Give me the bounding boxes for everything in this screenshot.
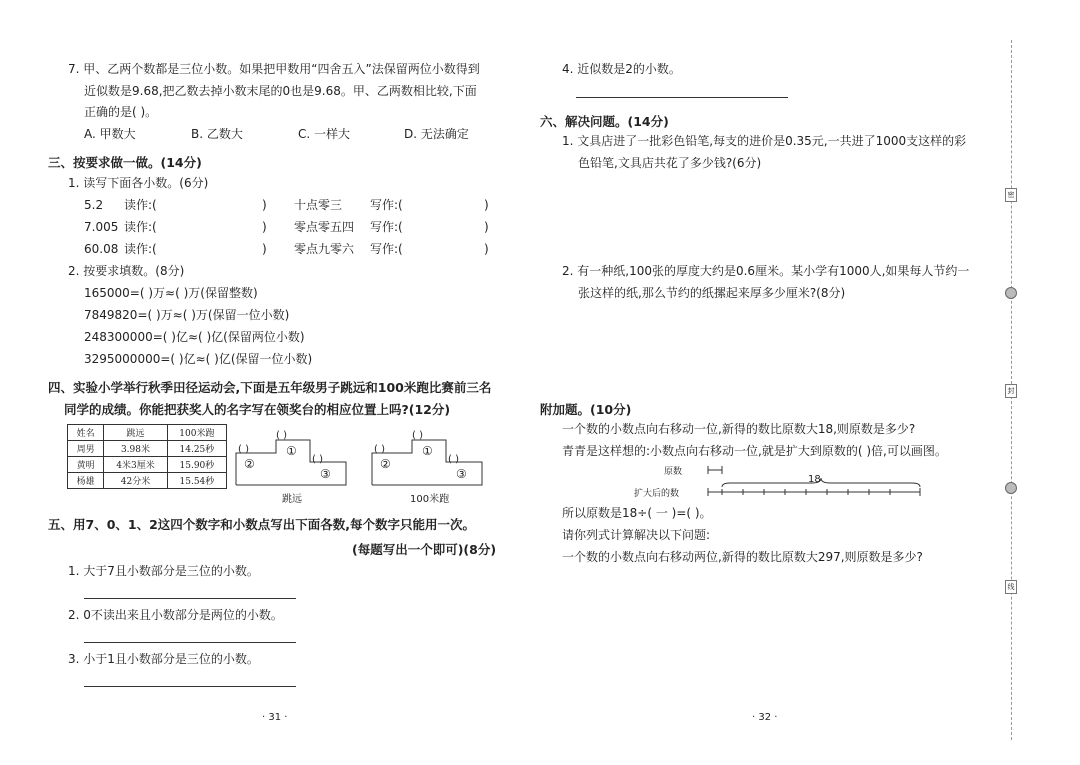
table-header: 跳远 [104,425,168,441]
bonus-line2: 青青是这样想的:小数点向右移动一位,就是扩大到原数的( )倍,可以画图。 [562,444,947,458]
podium1-blank-first: ( ) [276,430,287,441]
read-row-num: 7.005 [84,220,119,234]
read-row-write: 写作:( [370,242,403,256]
read-row-cn: 十点零三 [294,198,343,212]
sec5-item-3: 3. 小于1且小数部分是三位的小数。 [68,652,259,666]
read-row-cn: 零点零五四 [294,220,355,234]
section5-title: 五、用7、0、1、2这四个数字和小数点写出下面各数,每个数字只能用一次。 [48,517,476,532]
fill-line: 3295000000=( )亿≈( )亿(保留一位小数) [84,352,313,366]
diagram-value: 18 [808,474,821,485]
table-cell: 黄明 [68,457,104,473]
read-row-num: 60.08 [84,242,119,256]
q7-option-d: D. 无法确定 [404,127,469,141]
section4-line1: 四、实验小学举行秋季田径运动会,下面是五年级男子跳远和100米跑比赛前三名 [48,380,492,395]
read-row-read: 读作:( [124,220,157,234]
segment-diagram [700,462,925,502]
table-row [68,473,227,489]
answer-line [84,686,296,687]
sec3-q2-title: 2. 按要求填数。(8分) [68,264,185,278]
table-header: 姓名 [68,425,104,441]
table-cell: 15.54秒 [167,473,226,489]
podium2-first: ① [422,444,433,458]
table-row [68,457,227,473]
diagram-label-enlarged: 扩大后的数 [634,489,680,499]
read-row-write: 写作:( [370,220,403,234]
podium1-third: ③ [320,467,331,481]
section5-note: (每题写出一个即可)(8分) [352,542,497,557]
section4-line2: 同学的成绩。你能把获奖人的名字写在领奖台的相应位置上吗?(12分) [64,402,451,417]
table-cell: 4米3厘米 [104,457,168,473]
read-row-write: 写作:( [370,198,403,212]
right-q4: 4. 近似数是2的小数。 [562,62,681,76]
table-cell: 3.98米 [104,441,168,457]
read-row-close: ) [262,198,267,212]
podium2-third: ③ [456,467,467,481]
diagram-label-original: 原数 [664,467,683,477]
q7-option-a: A. 甲数大 [84,127,136,141]
sec6-q2-line1: 2. 有一种纸,100张的厚度大约是0.6厘米。某小学有1000人,如果每人节约一 [562,264,970,278]
q7-line3: 正确的是( )。 [84,105,158,119]
bonus-title: 附加题。(10分) [540,402,632,417]
table-cell: 42分米 [104,473,168,489]
sec6-q1-line1: 1. 文具店进了一批彩色铅笔,每支的进价是0.35元,一共进了1000支这样的彩 [562,134,967,148]
table-cell: 杨雄 [68,473,104,489]
podium2-blank-third: ( ) [448,454,459,465]
answer-line [576,97,788,98]
section3-title: 三、按要求做一做。(14分) [48,155,202,170]
page-number-right: · 32 · [752,712,778,723]
podium1-blank-third: ( ) [312,454,323,465]
podium2-second: ② [380,457,391,471]
fill-line: 165000=( )万≈( )万(保留整数) [84,286,258,300]
sec3-q1-title: 1. 读写下面各小数。(6分) [68,176,209,190]
read-row-close: ) [262,220,267,234]
sec6-q1-line2: 色铅笔,文具店共花了多少钱?(6分) [578,156,762,170]
q7-option-b: B. 乙数大 [191,127,243,141]
table-row [68,441,227,457]
podium2-blank-first: ( ) [412,430,423,441]
podium1-blank-second: ( ) [238,444,249,455]
q7-line2: 近似数是9.68,把乙数去掉小数末尾的0也是9.68。甲、乙两数相比较,下面 [84,84,477,98]
read-row-read: 读作:( [124,198,157,212]
answer-line [84,598,296,599]
read-row-num: 5.2 [84,198,104,212]
table-header: 100米跑 [167,425,226,441]
table-cell: 15.90秒 [167,457,226,473]
read-row-close2: ) [484,242,489,256]
read-row-read: 读作:( [124,242,157,256]
read-row-close2: ) [484,220,489,234]
podium2-label: 100米跑 [410,494,450,505]
binder-hole [1005,482,1017,494]
page-number-left: · 31 · [262,712,288,723]
section6-title: 六、解决问题。(14分) [540,114,669,129]
binder-mark: 线 [1005,580,1017,594]
podium2-blank-second: ( ) [374,444,385,455]
read-row-cn: 零点九零六 [294,242,355,256]
binder-mark: 封 [1005,384,1017,398]
podium1-first: ① [286,444,297,458]
fill-line: 248300000=( )亿≈( )亿(保留两位小数) [84,330,305,344]
fill-line: 7849820=( )万≈( )万(保留一位小数) [84,308,290,322]
sec5-item-2: 2. 0不读出来且小数部分是两位的小数。 [68,608,283,622]
sec5-item-1: 1. 大于7且小数部分是三位的小数。 [68,564,259,578]
podium1-second: ② [244,457,255,471]
sec6-q2-line2: 张这样的纸,那么节约的纸摞起来厚多少厘米?(8分) [578,286,846,300]
bonus-line4: 请你列式计算解决以下问题: [562,528,711,542]
bonus-line5: 一个数的小数点向右移动两位,新得的数比原数大297,则原数是多少? [562,550,923,564]
q7-line1: 7. 甲、乙两个数都是三位小数。如果把甲数用“四舍五入”法保留两位小数得到 [68,62,480,76]
score-table [67,424,227,489]
table-cell: 14.25秒 [167,441,226,457]
table-header-row [68,425,227,441]
bonus-line1: 一个数的小数点向右移动一位,新得的数比原数大18,则原数是多少? [562,422,916,436]
answer-line [84,642,296,643]
bonus-line3: 所以原数是18÷( 一 )=( )。 [562,506,712,520]
q7-option-c: C. 一样大 [298,127,351,141]
binder-hole [1005,287,1017,299]
read-row-close2: ) [484,198,489,212]
binder-mark: 密 [1005,188,1017,202]
podium1-label: 跳远 [282,494,302,505]
read-row-close: ) [262,242,267,256]
table-cell: 周男 [68,441,104,457]
